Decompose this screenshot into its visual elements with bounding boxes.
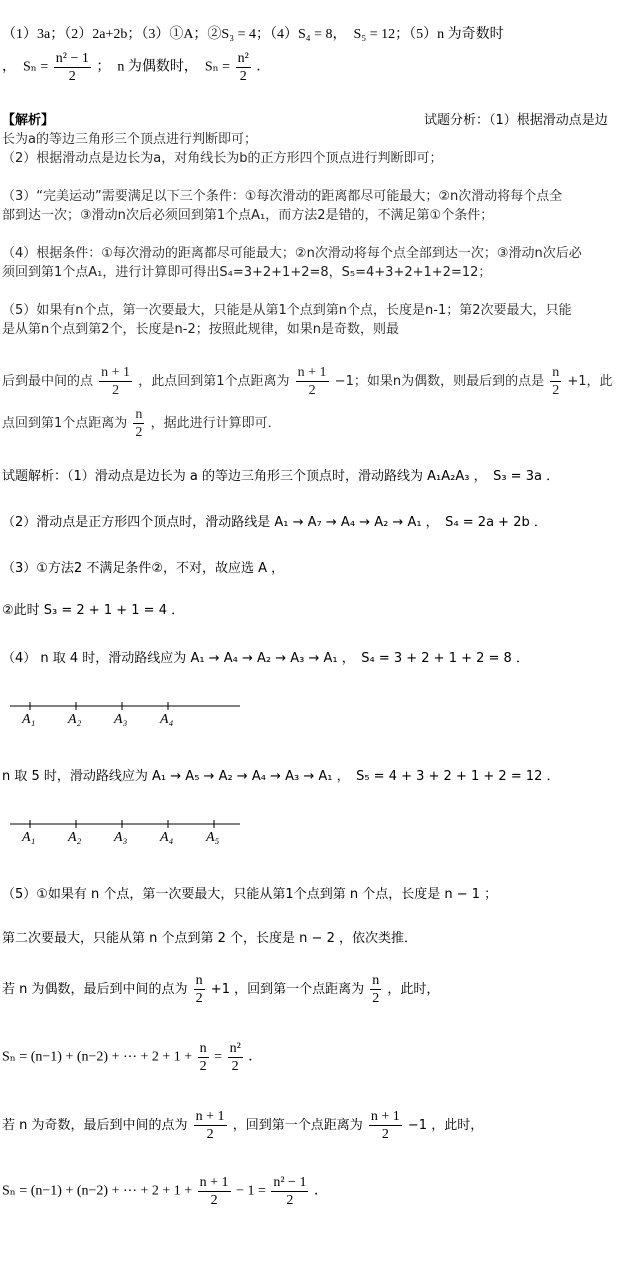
text: ．	[256, 59, 271, 75]
text: Sₙ = (n−1) + (n−2) + ⋯ + 2 + 1 +	[2, 1049, 193, 1065]
point-label: A₃	[114, 830, 128, 845]
formula-even	[2, 1040, 628, 1075]
text: ．	[248, 1049, 263, 1065]
solution-line	[2, 972, 628, 1007]
solution-line: 试题解析：（1）滑动点是边长为 a 的等边三角形三个顶点时，滑动路线为 A₁A₂A₃ ， S₃ = 3a ．	[2, 469, 560, 484]
point-label: A₄	[160, 830, 174, 845]
text: 若 n 为偶数，最后到中间的点为	[2, 982, 188, 997]
fraction: $\frac{\text{n²}}{2}$	[229, 1041, 241, 1074]
fraction: $\frac{n + 1}{2}$	[370, 1109, 400, 1142]
fraction: $\frac{n}{2}$	[372, 973, 380, 1006]
fraction: $\frac{n}{2}$	[195, 973, 203, 1006]
points-line-5	[8, 818, 248, 858]
point-label: A₁	[22, 830, 36, 845]
text: ，此时，	[387, 982, 440, 997]
solution-line: （5）①如果有 n 个点，第一次要最大，只能从第1个点到第 n 个点，长度是 n − 1 ；	[2, 887, 498, 902]
analysis-intro: 试题分析：（1）根据滑动点是边	[424, 113, 608, 128]
analysis-line: （3）“完美运动”需要满足以下三个条件：①每次滑动的距离都尽可能最大；②n次滑动将每个点全	[2, 189, 563, 204]
analysis-line: 长为a的等边三角形三个顶点进行判断即可；	[2, 132, 257, 147]
points-line-4	[8, 700, 248, 740]
text: 点回到第1个点距离为	[2, 416, 128, 431]
text: +1 ，回到第一个点距离为	[210, 982, 365, 997]
fraction: $\frac{\text{n² − 1}}{2}$	[273, 1175, 307, 1208]
points-line-svg	[8, 700, 248, 740]
answer-line-1: （1）3a；（2）2a+2b；（3）①A；②S₃ = 4；（4）S₄ = 8， S₅ = 12；（5）n 为奇数时	[2, 27, 504, 42]
analysis-line: （5）如果有n个点，第一次要最大，只能是从第1个点到第n个点，长度是n-1；第2次要最大，只能	[2, 303, 572, 318]
point-label: A₃	[114, 712, 128, 727]
point-label: A₄	[160, 712, 174, 727]
solution-line	[2, 1108, 628, 1143]
analysis-line: （4）根据条件：①每次滑动的距离都尽可能最大；②n次滑动将每个点全部到达一次；③滑动n次后必	[2, 246, 582, 261]
text: ，回到第一个点距离为	[232, 1118, 363, 1133]
solution-line: （4） n 取 4 时，滑动路线应为 A₁ → A₄ → A₂ → A₃ → A₁ ， S₄ = 3 + 2 + 1 + 2 = 8 ．	[2, 651, 529, 666]
point-label: A₁	[22, 712, 36, 727]
solution-line: ②此时 S₃ = 2 + 1 + 1 = 4 ．	[2, 603, 185, 618]
fraction: $\frac{n + 1}{2}$	[195, 1109, 225, 1142]
formula-odd	[2, 1174, 628, 1209]
text: 后到最中间的点	[2, 374, 94, 389]
fraction: $\frac{\text{n² − 1}}{2}$	[55, 51, 89, 84]
text: −1；如果n为偶数，则最后到的点是	[334, 374, 545, 389]
solution-line: 第二次要最大，只能从第 n 个点到第 2 个，长度是 n − 2 ，依次类推．	[2, 931, 417, 946]
text: ，此点回到第1个点距离为	[138, 374, 290, 389]
analysis-header: 【解析】	[2, 113, 55, 128]
analysis-line	[2, 406, 628, 441]
text: ； n 为偶数时， Sₙ =	[96, 59, 231, 75]
fraction: $\frac{\text{n²}}{2}$	[237, 51, 249, 84]
text: +1，此	[567, 374, 613, 389]
analysis-line	[2, 364, 628, 399]
text: − 1 =	[236, 1183, 266, 1199]
fraction: $\frac{n}{2}$	[199, 1041, 207, 1074]
analysis-line: 是从第n个点到第2个，长度是n-2；按照此规律，如果n是奇数，则最	[2, 322, 399, 337]
solution-line: n 取 5 时，滑动路线应为 A₁ → A₅ → A₂ → A₄ → A₃ → A₁ ， S₅ = 4 + 3 + 2 + 1 + 2 = 12 ．	[2, 769, 560, 784]
text: −1 ，此时，	[407, 1118, 484, 1133]
fraction: $\frac{n + 1}{2}$	[101, 365, 131, 398]
analysis-line: 须回到第1个点A₁，进行计算即可得出S₄=3+2+1+2=8，S₅=4+3+2+1+2=12；	[2, 265, 492, 280]
point-label: A₅	[206, 830, 220, 845]
fraction: $\frac{n + 1}{2}$	[297, 365, 327, 398]
answer-line-2	[2, 50, 628, 85]
solution-line: （2）滑动点是正方形四个顶点时，滑动路线是 A₁ → A₇ → A₄ → A₂ → A₁ ， S₄ = 2a + 2b ．	[2, 515, 547, 530]
fraction: $\frac{n + 1}{2}$	[199, 1175, 229, 1208]
text: ，据此进行计算即可．	[150, 416, 281, 431]
point-label: A₂	[68, 830, 82, 845]
fraction: $\frac{n}{2}$	[135, 407, 143, 440]
fraction: $\frac{n}{2}$	[552, 365, 560, 398]
text: Sₙ = (n−1) + (n−2) + ⋯ + 2 + 1 +	[2, 1183, 193, 1199]
analysis-header-line	[2, 112, 628, 130]
analysis-line: 部到达一次；③滑动n次后必须回到第1个点A₁，而方法2是错的，不满足第①个条件；	[2, 208, 494, 223]
point-label: A₂	[68, 712, 82, 727]
text: 若 n 为奇数，最后到中间的点为	[2, 1118, 188, 1133]
text: =	[214, 1049, 223, 1065]
text: ， Sₙ =	[2, 59, 49, 75]
solution-line: （3）①方法2 不满足条件②，不对，故应选 A ，	[2, 561, 285, 576]
text: ．	[313, 1183, 328, 1199]
analysis-line: （2）根据滑动点是边长为a，对角线长为b的正方形四个顶点进行判断即可；	[2, 151, 443, 166]
